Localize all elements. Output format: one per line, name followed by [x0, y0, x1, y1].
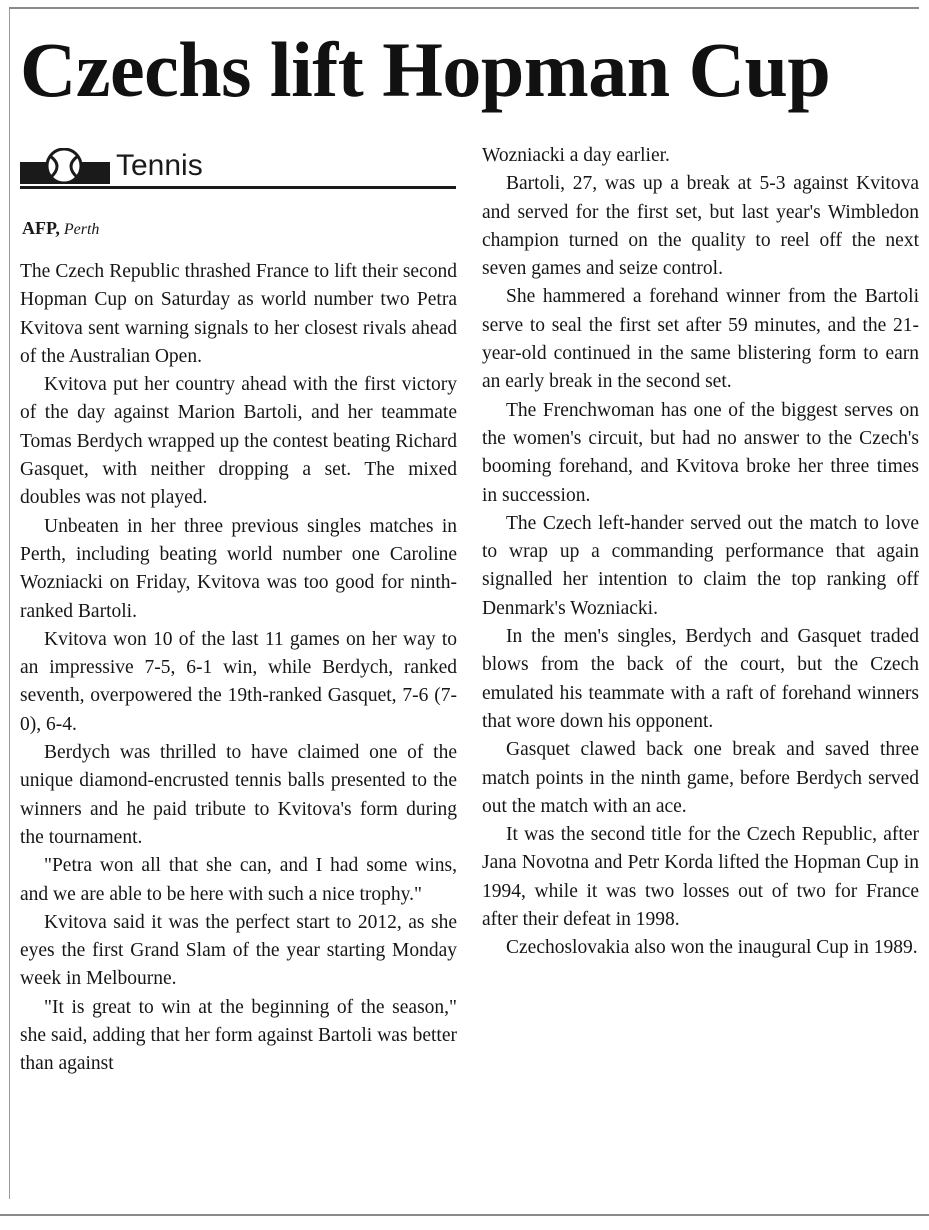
left-rule [9, 9, 10, 1199]
headline: Czechs lift Hopman Cup [20, 26, 831, 113]
paragraph: "It is great to win at the beginning of the season," she said, adding that her form against Bartoli was better than against [20, 996, 457, 1075]
byline-agency: AFP, [22, 218, 60, 238]
paragraph: Gasquet clawed back one break and saved three match points in the ninth game, before Berdych served out the match with an ace. [482, 739, 919, 817]
section-header [20, 146, 456, 190]
paragraph: Bartoli, 27, was up a break at 5-3 against Kvitova and served for the first set, but last year's Wimbledon champion turned on the quality to reel off the next seven games and seize control. [482, 173, 919, 280]
paragraph: Berdych was thrilled to have claimed one of the unique diamond-encrusted tennis balls presented to the winners and he paid tribute to Kvitova's form during the tournament. [20, 742, 457, 848]
paragraph: Czechoslovakia also won the inaugural Cup in 1989. [506, 937, 918, 959]
bottom-rule [0, 1214, 929, 1216]
right-column [482, 142, 919, 963]
section-label: Tennis [116, 149, 203, 182]
section-rule [20, 186, 456, 189]
paragraph: The Czech left-hander served out the match to love to wrap up a commanding performance that again signalled her intention to claim the top ranking off Denmark's Wozniacki. [482, 512, 919, 619]
paragraph: The Czech Republic thrashed France to lift their second Hopman Cup on Saturday as world number two Petra Kvitova sent warning signals to her closest rivals ahead of the Australian Open. [20, 261, 457, 367]
paragraph: It was the second title for the Czech Republic, after Jana Novotna and Petr Korda lifted the Hopman Cup in 1994, while it was two losses out of two for France after their defeat in 1998. [482, 824, 919, 931]
tennis-ball-icon [20, 148, 110, 184]
paragraph: Wozniacki a day earlier. [482, 145, 670, 166]
paragraph: Kvitova put her country ahead with the first victory of the day against Marion Bartoli, and her teammate Tomas Berdych wrapped up the contest beating Richard Gasquet, with neither dropping a set. The mixed doubles was not played. [20, 374, 457, 509]
paragraph: Unbeaten in her three previous singles matches in Perth, including beating world number one Caroline Wozniacki on Friday, Kvitova was too good for ninthranked Bartoli. [20, 515, 457, 622]
paragraph: Kvitova said it was the perfect start to 2012, as she eyes the first Grand Slam of the year starting Monday week in Melbourne. [20, 911, 457, 990]
top-rule [9, 7, 919, 9]
left-column [20, 258, 457, 1079]
paragraph: Kvitova won 10 of the last 11 games on her way to an impressive 7-5, 6-1 win, while Berdych, ranked seventh, overpowered the 19th-ranked Gasquet, 7-6 (7-0), 6-4. [20, 628, 457, 735]
byline-location: Perth [63, 221, 100, 238]
byline [22, 216, 99, 242]
paragraph: In the men's singles, Berdych and Gasquet traded blows from the back of the court, but the Czech emulated his teammate with a raft of forehand winners that wore down his opponent. [482, 626, 919, 732]
paragraph: "Petra won all that she can, and I had some wins, and we are able to be here with such a nice trophy." [20, 855, 457, 905]
paragraph: The Frenchwoman has one of the biggest serves on the women's circuit, but had no answer to the Czech's booming forehand, and Kvitova broke her three times in succession. [482, 399, 919, 506]
paragraph: She hammered a forehand winner from the Bartoli serve to seal the first set after 59 minutes, and the 21-year-old continued in the same blistering form to earn an early break in the second set. [482, 286, 919, 393]
